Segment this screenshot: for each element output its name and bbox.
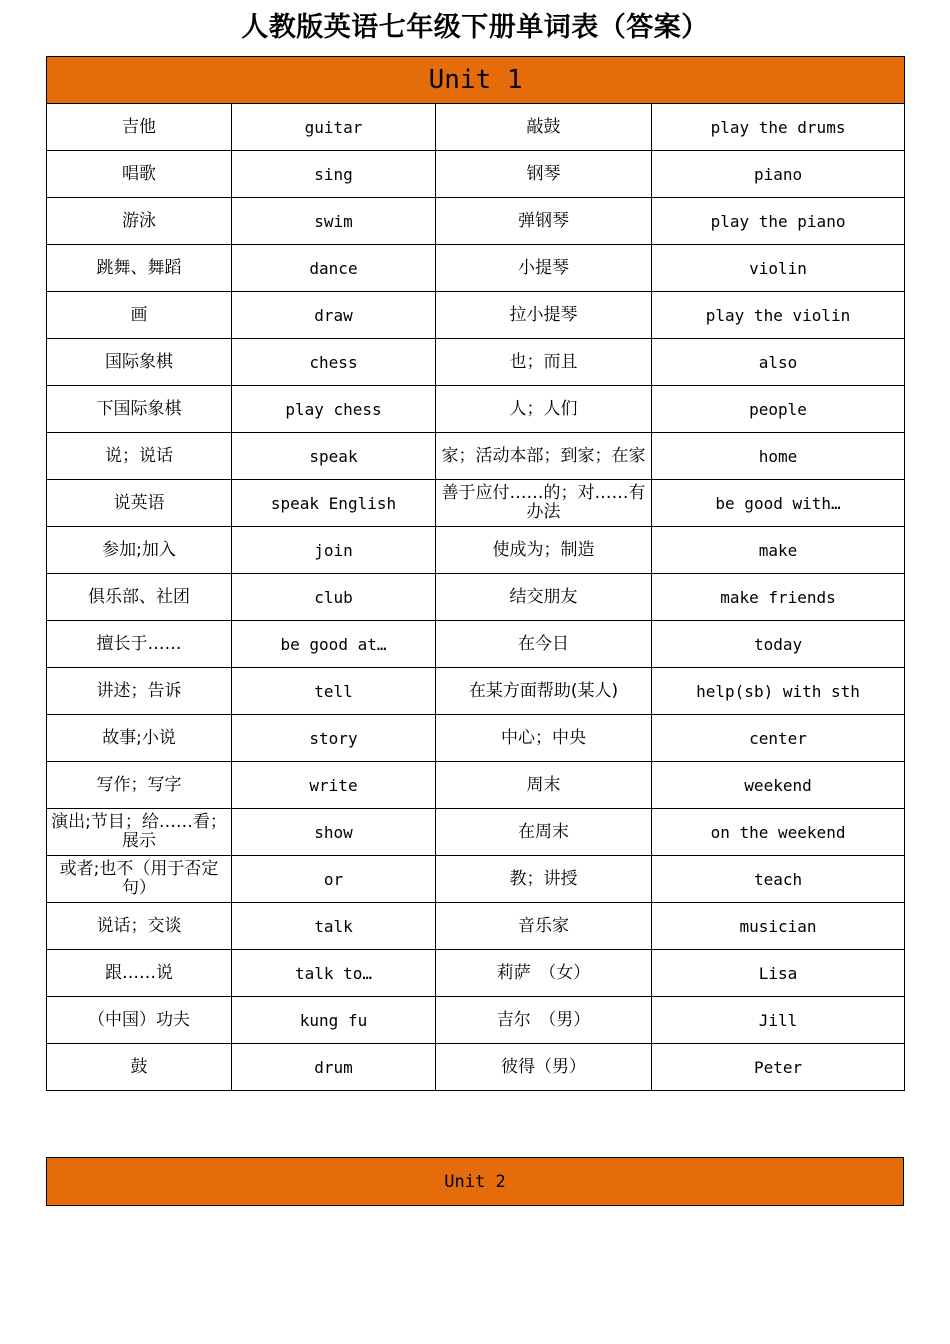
english-term-cell: speak bbox=[232, 433, 436, 480]
table-row bbox=[47, 950, 905, 997]
english-term-cell: play the piano bbox=[652, 198, 905, 245]
chinese-term-cell: 下国际象棋 bbox=[47, 386, 232, 433]
table-row bbox=[47, 809, 905, 856]
chinese-term-cell: 善于应付……的；对……有办法 bbox=[436, 480, 652, 527]
english-term-cell: show bbox=[232, 809, 436, 856]
english-term-cell: piano bbox=[652, 151, 905, 198]
chinese-term-cell: 在某方面帮助(某人) bbox=[436, 668, 652, 715]
english-term-cell: violin bbox=[652, 245, 905, 292]
chinese-term-cell: 演出;节目；给……看；展示 bbox=[47, 809, 232, 856]
unit1-header: Unit 1 bbox=[47, 57, 905, 104]
english-term-cell: tell bbox=[232, 668, 436, 715]
table-row bbox=[47, 480, 905, 527]
chinese-term-cell: 小提琴 bbox=[436, 245, 652, 292]
unit1-vocab-table bbox=[46, 56, 905, 1091]
english-term-cell: be good at… bbox=[232, 621, 436, 668]
english-term-cell: Jill bbox=[652, 997, 905, 1044]
chinese-term-cell: 吉他 bbox=[47, 104, 232, 151]
chinese-term-cell: 拉小提琴 bbox=[436, 292, 652, 339]
english-term-cell: help(sb) with sth bbox=[652, 668, 905, 715]
chinese-term-cell: 中心；中央 bbox=[436, 715, 652, 762]
english-term-cell: speak English bbox=[232, 480, 436, 527]
chinese-term-cell: 故事;小说 bbox=[47, 715, 232, 762]
english-term-cell: Lisa bbox=[652, 950, 905, 997]
unit1-rows bbox=[47, 104, 905, 1091]
english-term-cell: story bbox=[232, 715, 436, 762]
table-row bbox=[47, 527, 905, 574]
table-row bbox=[47, 1044, 905, 1091]
table-row bbox=[47, 339, 905, 386]
english-term-cell: chess bbox=[232, 339, 436, 386]
chinese-term-cell: 敲鼓 bbox=[436, 104, 652, 151]
chinese-term-cell: 跟……说 bbox=[47, 950, 232, 997]
table-row bbox=[47, 433, 905, 480]
table-row bbox=[47, 856, 905, 903]
english-term-cell: musician bbox=[652, 903, 905, 950]
english-term-cell: also bbox=[652, 339, 905, 386]
chinese-term-cell: 说；说话 bbox=[47, 433, 232, 480]
unit2-header bbox=[46, 1157, 904, 1206]
document-title: 人教版英语七年级下册单词表（答案） bbox=[241, 12, 709, 43]
chinese-term-cell: 写作；写字 bbox=[47, 762, 232, 809]
english-term-cell: play the violin bbox=[652, 292, 905, 339]
chinese-term-cell: 说英语 bbox=[47, 480, 232, 527]
english-term-cell: drum bbox=[232, 1044, 436, 1091]
english-term-cell: weekend bbox=[652, 762, 905, 809]
table-row bbox=[47, 151, 905, 198]
chinese-term-cell: 国际象棋 bbox=[47, 339, 232, 386]
table-row bbox=[47, 621, 905, 668]
table-row bbox=[47, 198, 905, 245]
table-row bbox=[47, 386, 905, 433]
chinese-term-cell: 弹钢琴 bbox=[436, 198, 652, 245]
english-term-cell: talk to… bbox=[232, 950, 436, 997]
english-term-cell: join bbox=[232, 527, 436, 574]
chinese-term-cell: 钢琴 bbox=[436, 151, 652, 198]
table-row bbox=[47, 668, 905, 715]
english-term-cell: club bbox=[232, 574, 436, 621]
english-term-cell: make bbox=[652, 527, 905, 574]
chinese-term-cell: 人；人们 bbox=[436, 386, 652, 433]
english-term-cell: home bbox=[652, 433, 905, 480]
chinese-term-cell: 或者;也不（用于否定句） bbox=[47, 856, 232, 903]
english-term-cell: kung fu bbox=[232, 997, 436, 1044]
chinese-term-cell: 俱乐部、社团 bbox=[47, 574, 232, 621]
english-term-cell: swim bbox=[232, 198, 436, 245]
chinese-term-cell: 说话；交谈 bbox=[47, 903, 232, 950]
english-term-cell: teach bbox=[652, 856, 905, 903]
english-term-cell: on the weekend bbox=[652, 809, 905, 856]
english-term-cell: talk bbox=[232, 903, 436, 950]
chinese-term-cell: 结交朋友 bbox=[436, 574, 652, 621]
chinese-term-cell: 唱歌 bbox=[47, 151, 232, 198]
english-term-cell: play the drums bbox=[652, 104, 905, 151]
unit2-header-label: Unit 2 bbox=[444, 1171, 506, 1192]
english-term-cell: sing bbox=[232, 151, 436, 198]
english-term-cell: guitar bbox=[232, 104, 436, 151]
english-term-cell: or bbox=[232, 856, 436, 903]
table-row bbox=[47, 574, 905, 621]
chinese-term-cell: 彼得（男） bbox=[436, 1044, 652, 1091]
chinese-term-cell: 讲述；告诉 bbox=[47, 668, 232, 715]
english-term-cell: be good with… bbox=[652, 480, 905, 527]
table-row bbox=[47, 997, 905, 1044]
english-term-cell: make friends bbox=[652, 574, 905, 621]
chinese-term-cell: 周末 bbox=[436, 762, 652, 809]
english-term-cell: dance bbox=[232, 245, 436, 292]
chinese-term-cell: 在周末 bbox=[436, 809, 652, 856]
chinese-term-cell: 游泳 bbox=[47, 198, 232, 245]
chinese-term-cell: 使成为；制造 bbox=[436, 527, 652, 574]
chinese-term-cell: 家；活动本部；到家；在家 bbox=[436, 433, 652, 480]
table-row bbox=[47, 245, 905, 292]
chinese-term-cell: （中国）功夫 bbox=[47, 997, 232, 1044]
english-term-cell: people bbox=[652, 386, 905, 433]
english-term-cell: write bbox=[232, 762, 436, 809]
table-row bbox=[47, 292, 905, 339]
chinese-term-cell: 莉萨 （女） bbox=[436, 950, 652, 997]
english-term-cell: play chess bbox=[232, 386, 436, 433]
chinese-term-cell: 音乐家 bbox=[436, 903, 652, 950]
english-term-cell: center bbox=[652, 715, 905, 762]
chinese-term-cell: 参加;加入 bbox=[47, 527, 232, 574]
table-row bbox=[47, 715, 905, 762]
english-term-cell: Peter bbox=[652, 1044, 905, 1091]
chinese-term-cell: 吉尔 （男） bbox=[436, 997, 652, 1044]
chinese-term-cell: 鼓 bbox=[47, 1044, 232, 1091]
english-term-cell: today bbox=[652, 621, 905, 668]
table-row bbox=[47, 762, 905, 809]
chinese-term-cell: 擅长于…… bbox=[47, 621, 232, 668]
chinese-term-cell: 教；讲授 bbox=[436, 856, 652, 903]
chinese-term-cell: 在今日 bbox=[436, 621, 652, 668]
chinese-term-cell: 跳舞、舞蹈 bbox=[47, 245, 232, 292]
table-row bbox=[47, 903, 905, 950]
chinese-term-cell: 也；而且 bbox=[436, 339, 652, 386]
chinese-term-cell: 画 bbox=[47, 292, 232, 339]
table-row bbox=[47, 104, 905, 151]
english-term-cell: draw bbox=[232, 292, 436, 339]
